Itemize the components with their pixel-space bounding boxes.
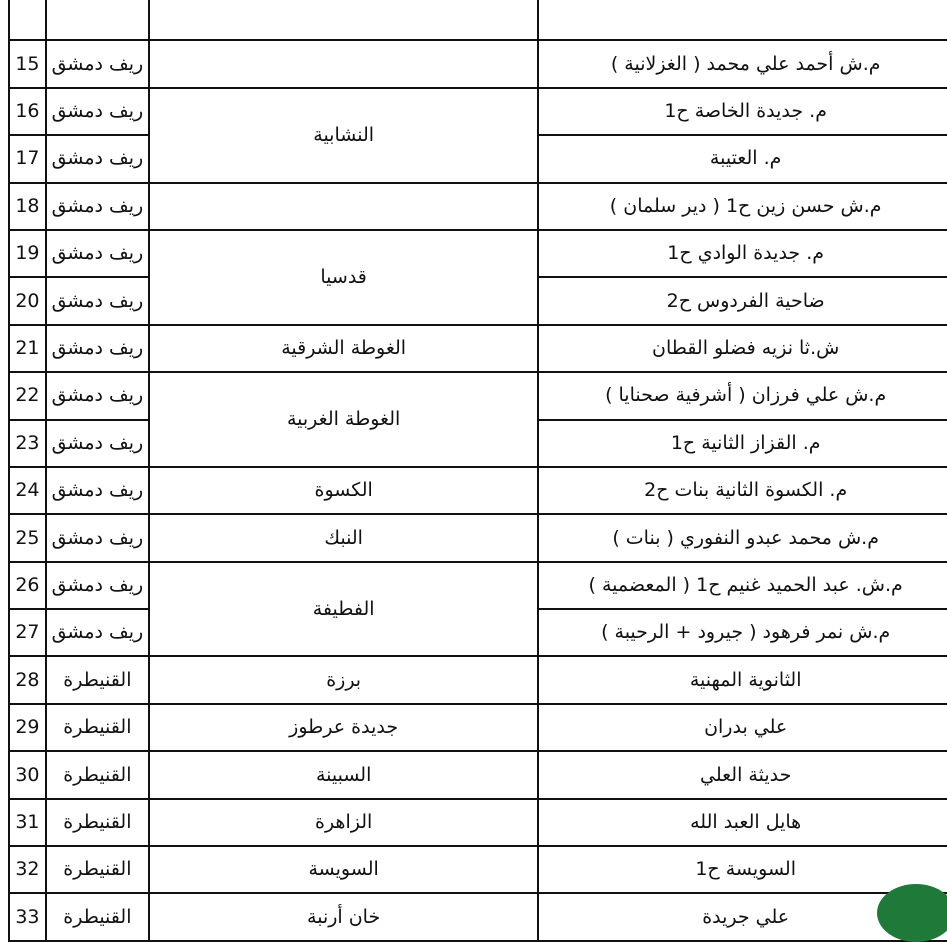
governorate-cell: ريف دمشق xyxy=(46,562,149,609)
school-cell: علي بدران xyxy=(538,704,947,751)
schools-table xyxy=(8,0,947,942)
school-cell: م.ش علي فرزان ( أشرفية صحنايا ) xyxy=(538,372,947,419)
table-row xyxy=(9,799,947,846)
governorate-cell: ريف دمشق xyxy=(46,467,149,514)
row-number: 20 xyxy=(9,277,46,324)
school-cell: هايل العبد الله xyxy=(538,799,947,846)
row-number: 27 xyxy=(9,609,46,656)
governorate-cell: ريف دمشق xyxy=(46,277,149,324)
school-cell: م.ش حسن زين ح1 ( دير سلمان ) xyxy=(538,183,947,230)
row-number: 21 xyxy=(9,325,46,372)
governorate-cell: ريف دمشق xyxy=(46,325,149,372)
table-row xyxy=(9,751,947,798)
table-row xyxy=(9,372,947,419)
area-cell: السويسة xyxy=(149,846,538,893)
school-cell: علي جريدة xyxy=(538,893,947,940)
area-cell: برزة xyxy=(149,656,538,703)
governorate-cell: ريف دمشق xyxy=(46,230,149,277)
table-row xyxy=(9,562,947,609)
governorate-cell: ريف دمشق xyxy=(46,40,149,87)
school-cell: ش.ثا نزيه فضلو القطان xyxy=(538,325,947,372)
school-cell: حديثة العلي xyxy=(538,751,947,798)
row-number: 29 xyxy=(9,704,46,751)
governorate-cell: ريف دمشق xyxy=(46,420,149,467)
row-number: 22 xyxy=(9,372,46,419)
table-row xyxy=(9,467,947,514)
governorate-cell: ريف دمشق xyxy=(46,135,149,182)
governorate-cell: ريف دمشق xyxy=(46,183,149,230)
school-cell: م.ش أحمد علي محمد ( الغزلانية ) xyxy=(538,40,947,87)
row-number: 25 xyxy=(9,514,46,561)
area-cell: النبك xyxy=(149,514,538,561)
governorate-cell: ريف دمشق xyxy=(46,88,149,135)
row-number: 15 xyxy=(9,40,46,87)
governorate-cell: ريف دمشق xyxy=(46,372,149,419)
governorate-cell: ريف دمشق xyxy=(46,514,149,561)
school-cell: م. القزاز الثانية ح1 xyxy=(538,420,947,467)
table-row xyxy=(9,40,947,87)
school-cell: السويسة ح1 xyxy=(538,846,947,893)
area-cell: الغوطة الغربية xyxy=(149,372,538,467)
governorate-cell: القنيطرة xyxy=(46,846,149,893)
governorate-cell: القنيطرة xyxy=(46,893,149,940)
table-row xyxy=(9,230,947,277)
area-cell: الفطيفة xyxy=(149,562,538,657)
table-row xyxy=(9,704,947,751)
governorate-cell: القنيطرة xyxy=(46,799,149,846)
school-cell: م.ش محمد عبدو النفوري ( بنات ) xyxy=(538,514,947,561)
area-cell: خان أرنبة xyxy=(149,893,538,940)
school-cell: م. جديدة الوادي ح1 xyxy=(538,230,947,277)
area-cell: الكسوة xyxy=(149,467,538,514)
row-number: 18 xyxy=(9,183,46,230)
row-number: 30 xyxy=(9,751,46,798)
row-number: 23 xyxy=(9,420,46,467)
school-cell: ضاحية الفردوس ح2 xyxy=(538,277,947,324)
row-number: 28 xyxy=(9,656,46,703)
table-row-partial xyxy=(9,0,947,40)
area-cell: الزاهرة xyxy=(149,799,538,846)
table-row xyxy=(9,183,947,230)
area-cell: قدسيا xyxy=(149,230,538,325)
area-cell: النشابية xyxy=(149,88,538,183)
area-cell: الغوطة الشرقية xyxy=(149,325,538,372)
governorate-cell: القنيطرة xyxy=(46,656,149,703)
row-number: 31 xyxy=(9,799,46,846)
table-row xyxy=(9,514,947,561)
row-number: 24 xyxy=(9,467,46,514)
governorate-cell: ريف دمشق xyxy=(46,609,149,656)
governorate-cell: القنيطرة xyxy=(46,751,149,798)
table-row xyxy=(9,88,947,135)
table-row xyxy=(9,325,947,372)
row-number: 33 xyxy=(9,893,46,940)
area-cell: السبينة xyxy=(149,751,538,798)
row-number: 17 xyxy=(9,135,46,182)
school-cell: الثانوية المهنية xyxy=(538,656,947,703)
table-row xyxy=(9,893,947,940)
school-cell: م.ش. عبد الحميد غنيم ح1 ( المعضمية ) xyxy=(538,562,947,609)
table-row xyxy=(9,656,947,703)
school-cell: م. الكسوة الثانية بنات ح2 xyxy=(538,467,947,514)
table-row xyxy=(9,846,947,893)
row-number: 16 xyxy=(9,88,46,135)
governorate-cell: القنيطرة xyxy=(46,704,149,751)
school-cell: م. جديدة الخاصة ح1 xyxy=(538,88,947,135)
area-cell: جديدة عرطوز xyxy=(149,704,538,751)
school-cell: م.ش نمر فرهود ( جيرود + الرحيبة ) xyxy=(538,609,947,656)
school-cell: م. العتيبة xyxy=(538,135,947,182)
row-number: 26 xyxy=(9,562,46,609)
row-number: 19 xyxy=(9,230,46,277)
row-number: 32 xyxy=(9,846,46,893)
green-corner-decoration xyxy=(877,884,947,942)
